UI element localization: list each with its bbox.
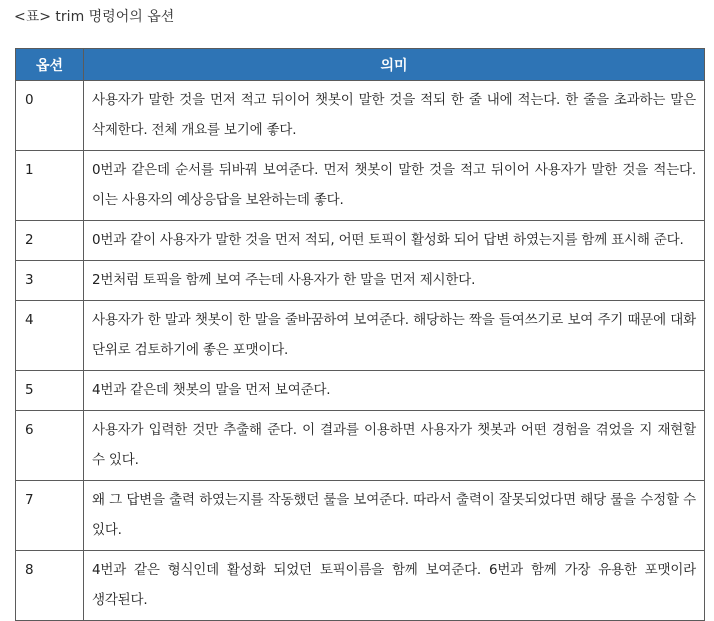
table-row	[16, 301, 705, 371]
option-meaning: 4번과 같은 형식인데 활성화 되었던 토픽이름을 함께 보여준다. 6번과 함께 가장 유용한 포맷이라 생각된다.	[84, 551, 705, 621]
option-meaning: 4번과 같은데 챗봇의 말을 먼저 보여준다.	[84, 371, 705, 411]
option-meaning: 사용자가 한 말과 챗봇이 한 말을 줄바꿈하여 보여준다. 해당하는 짝을 들여쓰기로 보여 주기 때문에 대화 단위로 검토하기에 좋은 포맷이다.	[84, 301, 705, 371]
header-option: 옵션	[16, 49, 84, 81]
table-row	[16, 411, 705, 481]
header-meaning: 의미	[84, 49, 705, 81]
option-meaning: 2번처럼 토픽을 함께 보여 주는데 사용자가 한 말을 먼저 제시한다.	[84, 261, 705, 301]
table-row	[16, 551, 705, 621]
option-number: 3	[16, 261, 84, 301]
option-meaning: 0번과 같이 사용자가 말한 것을 먼저 적되, 어떤 토픽이 활성화 되어 답변 하였는지를 함께 표시해 준다.	[84, 221, 705, 261]
table-row	[16, 481, 705, 551]
option-number: 5	[16, 371, 84, 411]
table-row	[16, 81, 705, 151]
option-number: 7	[16, 481, 84, 551]
table-header-row	[16, 49, 705, 81]
option-number: 0	[16, 81, 84, 151]
option-number: 8	[16, 551, 84, 621]
table-row	[16, 221, 705, 261]
option-meaning: 사용자가 말한 것을 먼저 적고 뒤이어 챗봇이 말한 것을 적되 한 줄 내에 적는다. 한 줄을 초과하는 말은 삭제한다. 전체 개요를 보기에 좋다.	[84, 81, 705, 151]
option-meaning: 사용자가 입력한 것만 추출해 준다. 이 결과를 이용하면 사용자가 챗봇과 어떤 경험을 겪었을 지 재현할 수 있다.	[84, 411, 705, 481]
option-number: 6	[16, 411, 84, 481]
option-number: 1	[16, 151, 84, 221]
table-row	[16, 261, 705, 301]
option-number: 4	[16, 301, 84, 371]
option-meaning: 0번과 같은데 순서를 뒤바꿔 보여준다. 먼저 챗봇이 말한 것을 적고 뒤이어 사용자가 말한 것을 적는다. 이는 사용자의 예상응답을 보완하는데 좋다.	[84, 151, 705, 221]
options-table	[15, 48, 705, 621]
table-row	[16, 371, 705, 411]
table-caption: <표> trim 명령어의 옵션	[14, 9, 175, 25]
option-number: 2	[16, 221, 84, 261]
table-row	[16, 151, 705, 221]
option-meaning: 왜 그 답변을 출력 하였는지를 작동했던 룰을 보여준다. 따라서 출력이 잘못되었다면 해당 룰을 수정할 수 있다.	[84, 481, 705, 551]
